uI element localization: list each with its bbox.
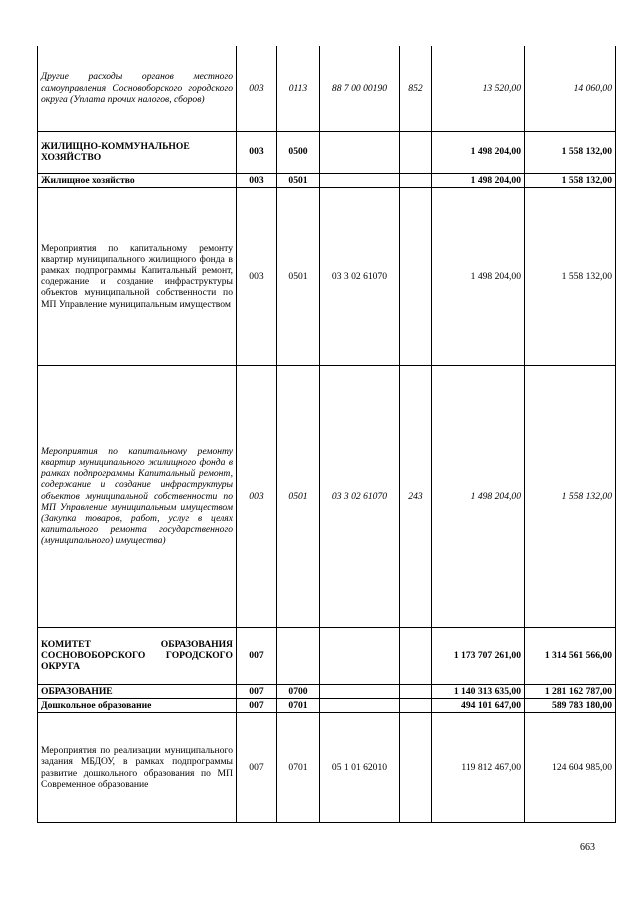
row-sum-2018: 1 558 132,00: [525, 187, 616, 365]
row-vr: [400, 173, 432, 187]
row-name: КОМИТЕТ ОБРАЗОВАНИЯ СОСНОВОБОРСКОГО ГОРОДСКОГО ОКРУГА: [38, 627, 237, 684]
row-grbs: 007: [237, 713, 277, 823]
row-sum-2017: 1 498 204,00: [432, 173, 525, 187]
row-vr: [400, 131, 432, 173]
row-target: 05 1 01 62010: [320, 713, 400, 823]
table-row: [38, 698, 616, 712]
row-sum-2018: 1 558 132,00: [525, 131, 616, 173]
row-target: [320, 173, 400, 187]
row-grbs: 003: [237, 173, 277, 187]
row-name: Дошкольное образование: [38, 698, 237, 712]
row-grbs: 007: [237, 698, 277, 712]
row-target: [320, 627, 400, 684]
row-sum-2017: 1 140 313 635,00: [432, 684, 525, 698]
row-section: [277, 627, 320, 684]
row-name: Мероприятия по реализации муниципального задания МБДОУ, в рамках подпрограммы развитие дошкольного образования по МП Современное образование: [38, 713, 237, 823]
row-target: [320, 684, 400, 698]
row-sum-2018: 14 060,00: [525, 46, 616, 131]
row-sum-2018: 124 604 985,00: [525, 713, 616, 823]
row-section: 0113: [277, 46, 320, 131]
row-vr: 852: [400, 46, 432, 131]
row-vr: [400, 698, 432, 712]
row-section: 0700: [277, 684, 320, 698]
row-sum-2017: 13 520,00: [432, 46, 525, 131]
row-name: ЖИЛИЩНО-КОММУНАЛЬНОЕ ХОЗЯЙСТВО: [38, 131, 237, 173]
row-vr: 243: [400, 365, 432, 627]
row-name: Жилищное хозяйство: [38, 173, 237, 187]
row-section: 0501: [277, 187, 320, 365]
row-name: ОБРАЗОВАНИЕ: [38, 684, 237, 698]
row-sum-2018: 1 558 132,00: [525, 173, 616, 187]
row-target: 88 7 00 00190: [320, 46, 400, 131]
row-sum-2017: 494 101 647,00: [432, 698, 525, 712]
row-name: Мероприятия по капитальному ремонту квартир муниципального жилищного фонда в рамках подпрограммы Капитальный ремонт, содержание и создание инфраструктуры объектов муниципальной собственности по МП Управление муниципальным имуществом: [38, 187, 237, 365]
row-vr: [400, 627, 432, 684]
row-grbs: 003: [237, 131, 277, 173]
table-row: [38, 684, 616, 698]
row-section: 0500: [277, 131, 320, 173]
row-sum-2017: 119 812 467,00: [432, 713, 525, 823]
row-sum-2017: 1 498 204,00: [432, 131, 525, 173]
row-section: 0501: [277, 365, 320, 627]
row-section: 0501: [277, 173, 320, 187]
row-sum-2017: 1 498 204,00: [432, 365, 525, 627]
row-grbs: 007: [237, 684, 277, 698]
table-row: [38, 365, 616, 627]
row-vr: [400, 684, 432, 698]
row-sum-2018: 1 281 162 787,00: [525, 684, 616, 698]
row-target: [320, 131, 400, 173]
page-number: 663: [580, 842, 595, 853]
row-target: 03 3 02 61070: [320, 187, 400, 365]
row-name: Другие расходы органов местного самоуправления Сосновоборского городского округа (Уплата прочих налогов, сборов): [38, 46, 237, 131]
row-sum-2018: 1 558 132,00: [525, 365, 616, 627]
table-row: [38, 46, 616, 131]
table-row: [38, 187, 616, 365]
budget-table: [37, 46, 616, 823]
row-section: 0701: [277, 698, 320, 712]
row-sum-2017: 1 498 204,00: [432, 187, 525, 365]
row-target: 03 3 02 61070: [320, 365, 400, 627]
table-row: [38, 131, 616, 173]
table-row: [38, 713, 616, 823]
row-grbs: 003: [237, 46, 277, 131]
row-grbs: 003: [237, 365, 277, 627]
row-vr: [400, 713, 432, 823]
row-name: Мероприятия по капитальному ремонту квартир муниципального жилищного фонда в рамках подпрограммы Капитальный ремонт, содержание и создание инфраструктуры объектов муниципальной собственности по МП Управление муниципальным имуществом (Закупка товаров, работ, услуг в целях капитального ремонта государственного (муниципального) имущества): [38, 365, 237, 627]
row-grbs: 007: [237, 627, 277, 684]
row-grbs: 003: [237, 187, 277, 365]
row-sum-2017: 1 173 707 261,00: [432, 627, 525, 684]
row-target: [320, 698, 400, 712]
table-row: [38, 627, 616, 684]
row-vr: [400, 187, 432, 365]
row-sum-2018: 589 783 180,00: [525, 698, 616, 712]
row-section: 0701: [277, 713, 320, 823]
table-row: [38, 173, 616, 187]
row-sum-2018: 1 314 561 566,00: [525, 627, 616, 684]
